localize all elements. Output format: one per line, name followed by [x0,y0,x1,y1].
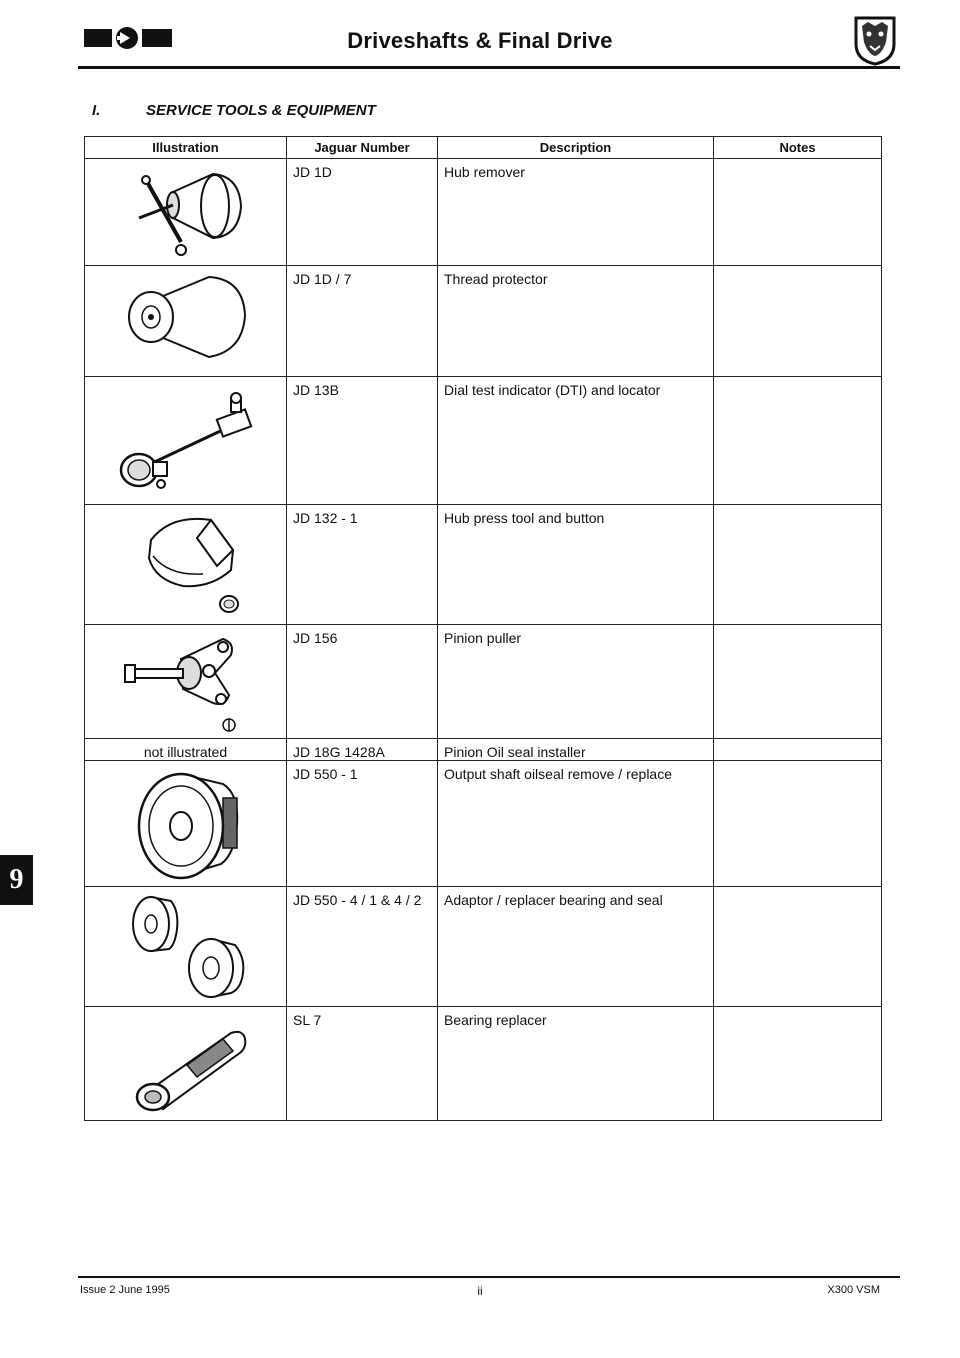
description-cell: Pinion Oil seal installer [438,739,714,761]
table-row [85,739,882,761]
notes-cell [714,625,882,739]
jaguar-number-cell: JD 18G 1428A [287,739,438,761]
jaguar-number-cell: JD 156 [287,625,438,739]
jaguar-number-cell: JD 132 - 1 [287,505,438,625]
header-rule [78,66,900,69]
jaguar-number-cell: JD 550 - 1 [287,761,438,887]
footer-rule [78,1276,900,1278]
section-title: SERVICE TOOLS & EQUIPMENT [146,102,376,119]
thread-protector-icon [111,271,261,371]
jaguar-number-cell: JD 550 - 4 / 1 & 4 / 2 [287,887,438,1007]
table-row [85,1007,882,1121]
hub-remover-icon [111,162,261,262]
description-cell: Thread protector [438,266,714,377]
description-cell: Pinion puller [438,625,714,739]
description-cell: Hub remover [438,159,714,266]
illustration-cell [85,887,287,1007]
page-header [0,0,960,80]
adaptor-replacer-icon [111,889,261,1004]
illustration-cell [85,377,287,505]
illustration-cell [85,1007,287,1121]
table-row [85,159,882,266]
illustration-cell [85,739,287,761]
jaguar-number-cell: JD 1D / 7 [287,266,438,377]
page-title: Driveshafts & Final Drive [347,28,613,53]
table-row [85,887,882,1007]
table-row [85,266,882,377]
notes-cell [714,159,882,266]
illustration-cell [85,625,287,739]
notes-cell [714,377,882,505]
illustration-cell [85,159,287,266]
description-cell: Bearing replacer [438,1007,714,1121]
table-row [85,377,882,505]
table-header-row [85,137,882,159]
jaguar-number-cell: JD 1D [287,159,438,266]
not-illustrated-label: not illustrated [143,743,228,760]
output-shaft-seal-tool-icon [111,764,261,884]
service-tools-table [84,136,882,1121]
illustration-cell [85,266,287,377]
column-header-jaguar-number: Jaguar Number [287,137,438,159]
notes-cell [714,887,882,1007]
chapter-tab: 9 [0,855,33,905]
jaguar-number-cell: SL 7 [287,1007,438,1121]
description-cell: Adaptor / replacer bearing and seal [438,887,714,1007]
description-cell: Output shaft oilseal remove / replace [438,761,714,887]
pinion-puller-icon [111,629,261,734]
table-row [85,761,882,887]
notes-cell [714,761,882,887]
description-cell: Hub press tool and button [438,505,714,625]
dial-test-indicator-icon [101,386,271,496]
bearing-replacer-icon [111,1009,261,1119]
column-header-notes: Notes [714,137,882,159]
illustration-cell [85,505,287,625]
illustration-cell [85,761,287,887]
column-header-illustration: Illustration [85,137,287,159]
table-row [85,505,882,625]
hub-press-tool-icon [111,510,261,620]
description-cell: Dial test indicator (DTI) and locator [438,377,714,505]
column-header-description: Description [438,137,714,159]
notes-cell [714,505,882,625]
footer-issue-date: Issue 2 June 1995 [80,1284,170,1296]
footer-page-number: ii [477,1284,483,1298]
footer-doc-id: X300 VSM [827,1284,880,1296]
table-row [85,625,882,739]
notes-cell [714,266,882,377]
jaguar-crest-icon [852,14,898,66]
notes-cell [714,1007,882,1121]
notes-cell [714,739,882,761]
section-number: I. [92,102,101,119]
jaguar-number-cell: JD 13B [287,377,438,505]
